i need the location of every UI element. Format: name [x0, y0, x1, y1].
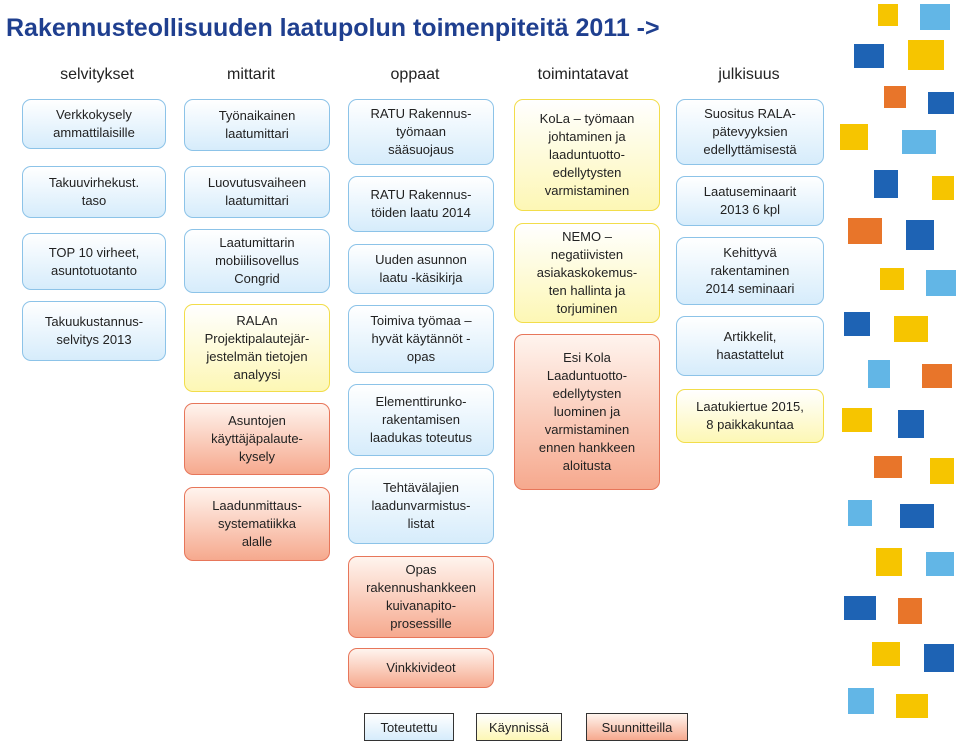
item-kuivanapito-opas — [348, 556, 494, 638]
item-vinkkivideot — [348, 648, 494, 688]
item-text: Suositus RALA- pätevyyksien edellyttämisestä — [703, 106, 797, 157]
item-text: TOP 10 virheet, asuntotuotanto — [48, 244, 140, 278]
item-text: Laatuseminaarit 2013 6 kpl — [703, 184, 797, 217]
item-laadunmittaussystematiikka — [184, 487, 330, 561]
item-ratu-laatu-2014 — [348, 176, 494, 232]
item-text: Laadunmittaus- systematiikka alalle — [212, 498, 302, 549]
item-text: Takuuvirhekust. taso — [48, 175, 140, 208]
item-takuukustannusselvitys — [22, 301, 166, 361]
page-title: Rakennusteollisuuden laatupolun toimenpiteitä 2011 -> — [6, 14, 660, 42]
legend-done: Toteutettu — [364, 713, 454, 741]
item-toimiva-tyomaa-opas — [348, 305, 494, 373]
item-esi-kola — [514, 334, 660, 490]
item-text: Opas rakennushankkeen kuivanapito- prosessille — [366, 562, 476, 631]
item-text: RALAn Projektipalautejär- jestelmän tietojen analyysi — [204, 313, 310, 382]
item-text: Elementtirunko- rakentamisen laadukas toteutus — [370, 394, 472, 445]
item-ratu-saasuojaus — [348, 99, 494, 165]
item-text: NEMO – negatiivisten asiakaskokemus- ten hallinta ja torjuminen — [536, 229, 638, 316]
column-heading-julkisuus: julkisuus — [718, 66, 780, 83]
item-text: Takuukustannus- selvitys 2013 — [44, 314, 144, 347]
item-luovutusvaiheen-laatumittari — [184, 166, 330, 218]
column-heading-mittarit: mittarit — [227, 66, 275, 83]
item-text: Tehtävälajien laadunvarmistus- listat — [371, 480, 471, 531]
item-top10-virheet — [22, 233, 166, 290]
legend-ongoing: Käynnissä — [476, 713, 562, 741]
item-text: Luovutusvaiheen laatumittari — [207, 175, 307, 208]
decorative-logo-shapes — [838, 0, 960, 749]
item-elementtirunkorakentaminen — [348, 384, 494, 456]
item-text: Asuntojen käyttäjäpalaute- kysely — [211, 413, 303, 464]
item-ralan-projektipalaute — [184, 304, 330, 392]
item-text: Laatukiertue 2015, 8 paikkakuntaa — [696, 399, 804, 432]
item-uuden-asunnon-kasikirja — [348, 244, 494, 294]
column-heading-oppaat: oppaat — [390, 66, 440, 83]
item-text: Uuden asunnon laatu -käsikirja — [375, 252, 467, 285]
item-tehtavalajien-listat — [348, 468, 494, 544]
item-text: Toimiva työmaa – hyvät käytännöt - opas — [370, 313, 472, 364]
item-laatumittarin-mobiilisovellus — [184, 229, 330, 293]
column-heading-toimintatavat: toimintatavat — [537, 66, 629, 83]
item-nemo — [514, 223, 660, 323]
item-tyonaikainen-laatumittari — [184, 99, 330, 151]
item-kola — [514, 99, 660, 211]
item-asuntojen-kayttajapalautekysely — [184, 403, 330, 475]
legend-planned: Suunnitteilla — [586, 713, 688, 741]
item-kehittyva-rakentaminen — [676, 237, 824, 305]
item-text: Laatumittarin mobiilisovellus Congrid — [215, 235, 299, 286]
item-laatukiertue — [676, 389, 824, 443]
item-laatuseminaarit — [676, 176, 824, 226]
item-text: RATU Rakennus- töiden laatu 2014 — [370, 187, 472, 220]
item-text: Esi Kola Laaduntuotto- edellytysten luominen ja varmistaminen ennen hankkeen aloitusta — [538, 350, 636, 473]
item-text: Verkkokysely ammattilaisille — [53, 107, 135, 140]
item-text: RATU Rakennus- työmaan sääsuojaus — [370, 106, 472, 157]
column-heading-selvitykset: selvitykset — [60, 66, 134, 83]
item-suositus-rala — [676, 99, 824, 165]
item-text: Artikkelit, haastattelut — [716, 329, 784, 362]
item-text: KoLa – työmaan johtaminen ja laaduntuotto- edellytysten varmistaminen — [539, 111, 635, 198]
item-artikkelit — [676, 316, 824, 376]
item-text: Vinkkivideot — [386, 660, 456, 675]
item-verkkokysely — [22, 99, 166, 149]
item-text: Kehittyvä rakentaminen 2014 seminaari — [705, 245, 795, 296]
item-takuuvirhekust — [22, 166, 166, 218]
item-text: Työnaikainen laatumittari — [218, 108, 296, 141]
